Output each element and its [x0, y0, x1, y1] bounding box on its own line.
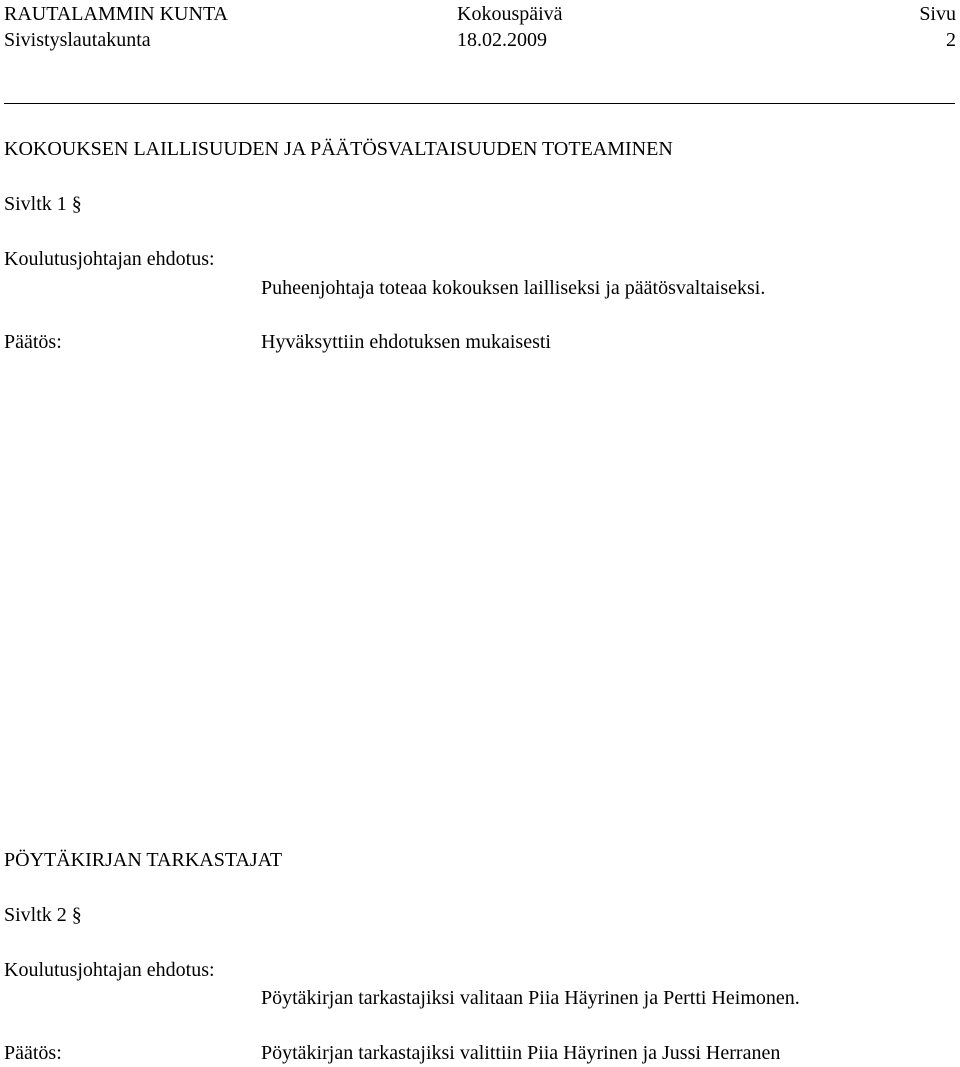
section-1-proposal-label: Koulutusjohtajan ehdotus:: [4, 248, 215, 270]
section-1-title: KOKOUKSEN LAILLISUUDEN JA PÄÄTÖSVALTAISUUDEN TOTEAMINEN: [4, 138, 673, 160]
section-2-decision-label: Päätös:: [4, 1042, 62, 1064]
section-2-title: PÖYTÄKIRJAN TARKASTAJAT: [4, 849, 283, 871]
section-2-proposal-text: Pöytäkirjan tarkastajiksi valitaan Piia Häyrinen ja Pertti Heimonen.: [261, 987, 800, 1009]
header-committee: Sivistyslautakunta: [4, 29, 151, 51]
header-page-label: Sivu: [919, 3, 956, 25]
section-1-decision-label: Päätös:: [4, 331, 62, 353]
header-date: 18.02.2009: [457, 29, 547, 51]
section-2-decision-text: Pöytäkirjan tarkastajiksi valittiin Piia Häyrinen ja Jussi Herranen: [261, 1042, 781, 1064]
header-divider: [4, 103, 955, 104]
section-1-proposal-text: Puheenjohtaja toteaa kokouksen lailliseksi ja päätösvaltaiseksi.: [261, 277, 766, 299]
section-2-proposal-label: Koulutusjohtajan ehdotus:: [4, 959, 215, 981]
section-1-decision-text: Hyväksyttiin ehdotuksen mukaisesti: [261, 331, 551, 353]
header-org: RAUTALAMMIN KUNTA: [4, 3, 229, 25]
header-date-label: Kokouspäivä: [457, 3, 563, 25]
header-page-number: 2: [946, 29, 956, 51]
section-2-paragraph: Sivltk 2 §: [4, 904, 82, 926]
section-1-paragraph: Sivltk 1 §: [4, 193, 82, 215]
